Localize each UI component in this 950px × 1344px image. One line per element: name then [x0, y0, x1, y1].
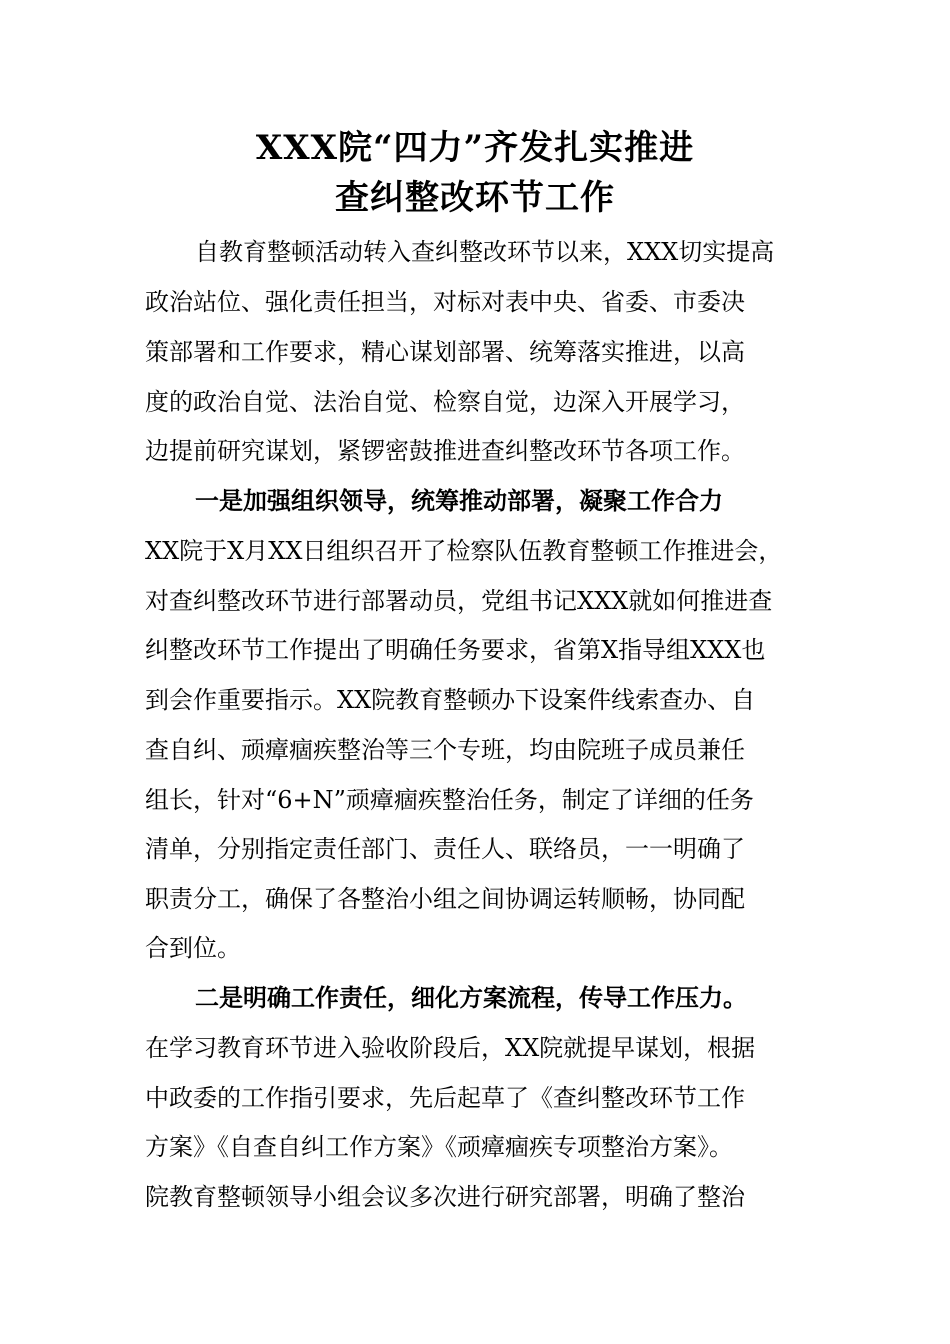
document-title-line-2: 查纠整改环节工作: [335, 178, 615, 218]
body-paragraph-line: 查自纠、顽瘴痼疾整治等三个专班，均由院班子成员兼任: [145, 736, 745, 764]
body-paragraph-line: 清单，分别指定责任部门、责任人、联络员，一一明确了: [145, 835, 745, 863]
body-paragraph-line: 到会作重要指示。XX院教育整顿办下设案件线索查办、自: [145, 686, 756, 714]
body-paragraph-line: 院教育整顿领导小组会议多次进行研究部署，明确了整治: [145, 1183, 745, 1211]
body-paragraph-line: 边提前研究谋划，紧锣密鼓推进查纠整改环节各项工作。: [145, 437, 745, 465]
section-heading-1: 一是加强组织领导，统筹推动部署，凝聚工作合力: [195, 487, 723, 515]
body-paragraph-line: 纠整改环节工作提出了明确任务要求，省第X指导组XXX也: [145, 636, 766, 664]
body-paragraph-line: 度的政治自觉、法治自觉、检察自觉，边深入开展学习，: [145, 388, 745, 416]
body-paragraph-line: 组长，针对“6+N”顽瘴痼疾整治任务，制定了详细的任务: [145, 786, 754, 814]
body-paragraph-line: 策部署和工作要求，精心谋划部署、统筹落实推进，以高: [145, 338, 745, 366]
body-paragraph-line: 方案》《自查自纠工作方案》《顽瘴痼疾专项整治方案》。: [145, 1133, 733, 1161]
body-paragraph-line: 自教育整顿活动转入查纠整改环节以来，XXX切实提高: [195, 238, 775, 266]
body-paragraph-line: XX院于X月XX日组织召开了检察队伍教育整顿工作推进会，: [145, 537, 783, 565]
document-title-line-1: XXX院“四力”齐发扎实推进: [255, 128, 695, 168]
body-paragraph-line: 对查纠整改环节进行部署动员，党组书记XXX就如何推进查: [145, 587, 773, 615]
section-heading-2: 二是明确工作责任，细化方案流程，传导工作压力。: [195, 984, 747, 1012]
body-paragraph-line: 中政委的工作指引要求，先后起草了《查纠整改环节工作: [145, 1084, 745, 1112]
body-paragraph-line: 合到位。: [145, 934, 241, 962]
body-paragraph-line: 在学习教育环节进入验收阶段后，XX院就提早谋划，根据: [145, 1034, 756, 1062]
body-paragraph-line: 职责分工，确保了各整治小组之间协调运转顺畅，协同配: [145, 885, 745, 913]
body-paragraph-line: 政治站位、强化责任担当，对标对表中央、省委、市委决: [145, 288, 745, 316]
